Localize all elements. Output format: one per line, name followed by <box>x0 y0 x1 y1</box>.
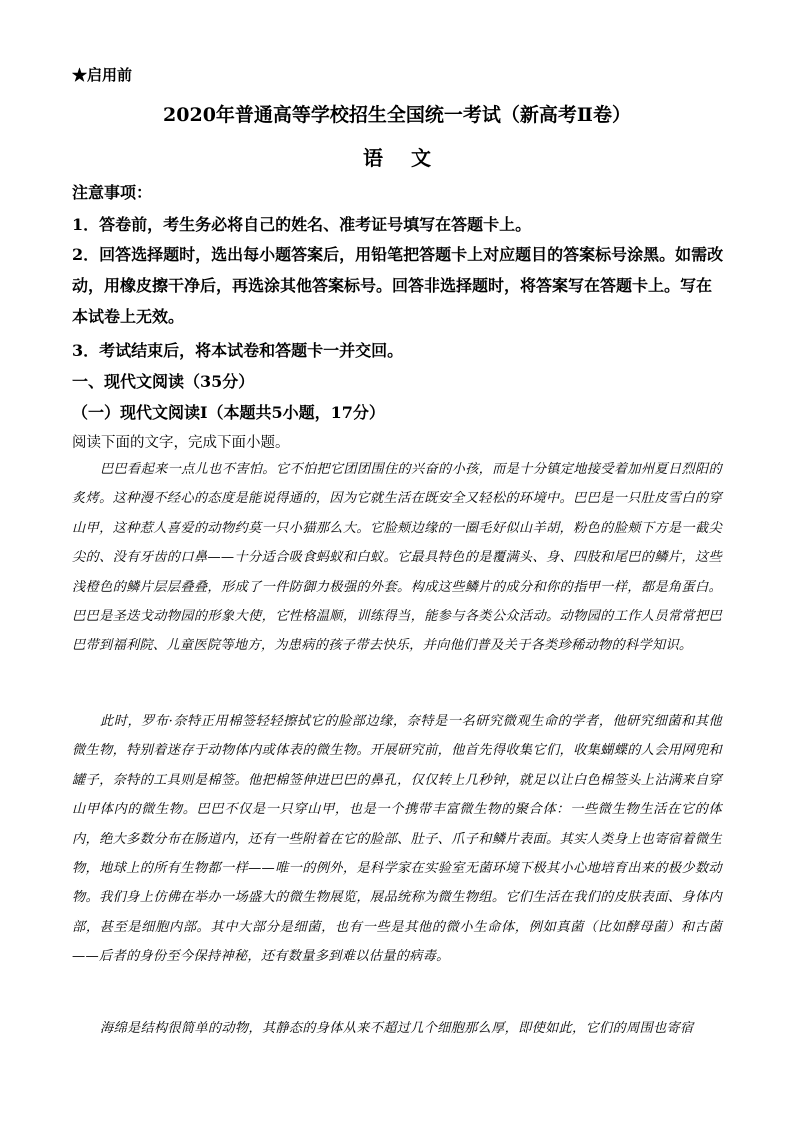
subject-title: 语文 <box>363 146 459 170</box>
subsection-heading: （一）现代文阅读Ⅰ（本题共5小题，17分） <box>72 403 385 422</box>
passage-paragraph-1: 巴巴看起来一点儿也不害怕。它不怕把它团团围住的兴奋的小孩，而是十分镇定地接受着加州夏日烈阳的炙烤。这种漫不经心的态度是能说得通的，因为它就生活在既安全又轻松的环境中。巴巴是一只肚皮雪白的穿山甲，这种惹人喜爱的动物约莫一只小猫那么大。它脸颊边缘的一圈毛好似山羊胡，粉色的脸颊下方是一截尖尖的、没有牙齿的口鼻——十分适合吸食蚂蚁和白蚁。它最具特色的是覆满头、身、四肢和尾巴的鳞片，这些浅橙色的鳞片层层叠叠，形成了一件防御力极强的外套。构成这些鳞片的成分和你的指甲一样，都是角蛋白。巴巴是圣迭戈动物园的形象大使，它性格温顺，训练得当，能参与各类公众活动。动物园的工作人员常常把巴巴带到福利院、儿童医院等地方，为患病的孩子带去快乐，并向他们普及关于各类珍稀动物的科学知识。 <box>72 462 722 654</box>
notice-item-2-line-2: 动，用橡皮擦干净后，再选涂其他答案标号。回答非选择题时，将答案写在答题卡上。写在 <box>72 276 713 295</box>
exam-title: 2020年普通高等学校招生全国统一考试（新高考Ⅱ卷） <box>163 104 631 126</box>
confidential-mark: ★启用前 <box>72 66 133 84</box>
section-heading: 一、现代文阅读（35分） <box>72 372 255 391</box>
notice-item-2-line-3: 本试卷上无效。 <box>72 307 185 326</box>
passage-paragraph-2: 此时，罗布·奈特正用棉签轻轻擦拭它的脸部边缘，奈特是一名研究微观生命的学者，他研究细菌和其他微生物，特别着迷存于动物体内或体表的微生物。开展研究前，他首先得收集它们，收集蝴蝶的人会用网兜和罐子，奈特的工具则是棉签。他把棉签伸进巴巴的鼻孔，仅仅转上几秒钟，就足以让白色棉签头上沾满来自穿山甲体内的微生物。巴巴不仅是一只穿山甲，也是一个携带丰富微生物的聚合体：一些微生物生活在它的体内，绝大多数分布在肠道内，还有一些附着在它的脸部、肚子、爪子和鳞片表面。其实人类身上也寄宿着微生物，地球上的所有生物都一样——唯一的例外，是科学家在实验室无菌环境下极其小心地培育出来的极少数动物。我们身上仿佛在举办一场盛大的微生物展览，展品统称为微生物组。它们生活在我们的皮肤表面、身体内部，甚至是细胞内部。其中大部分是细菌，也有一些是其他的微小生命体，例如真菌（比如酵母菌）和古菌——后者的身份至今保持神秘，还有数量多到难以估量的病毒。 <box>72 714 722 965</box>
passage-paragraph-3: 海绵是结构很简单的动物，其静态的身体从来不超过几个细胞那么厚，即使如此，它们的周围也寄宿 <box>100 1021 694 1036</box>
reading-instruction: 阅读下面的文字，完成下面小题。 <box>72 435 290 451</box>
notice-item-2-line-1: 2．回答选择题时，选出每小题答案后，用铅笔把答题卡上对应题目的答案标号涂黑。如需改 <box>72 245 724 264</box>
notice-heading: 注意事项： <box>72 183 153 202</box>
notice-item-3: 3．考试结束后，将本试卷和答题卡一并交回。 <box>72 341 404 360</box>
notice-item-1: 1．答卷前，考生务必将自己的姓名、准考证号填写在答题卡上。 <box>72 215 532 234</box>
